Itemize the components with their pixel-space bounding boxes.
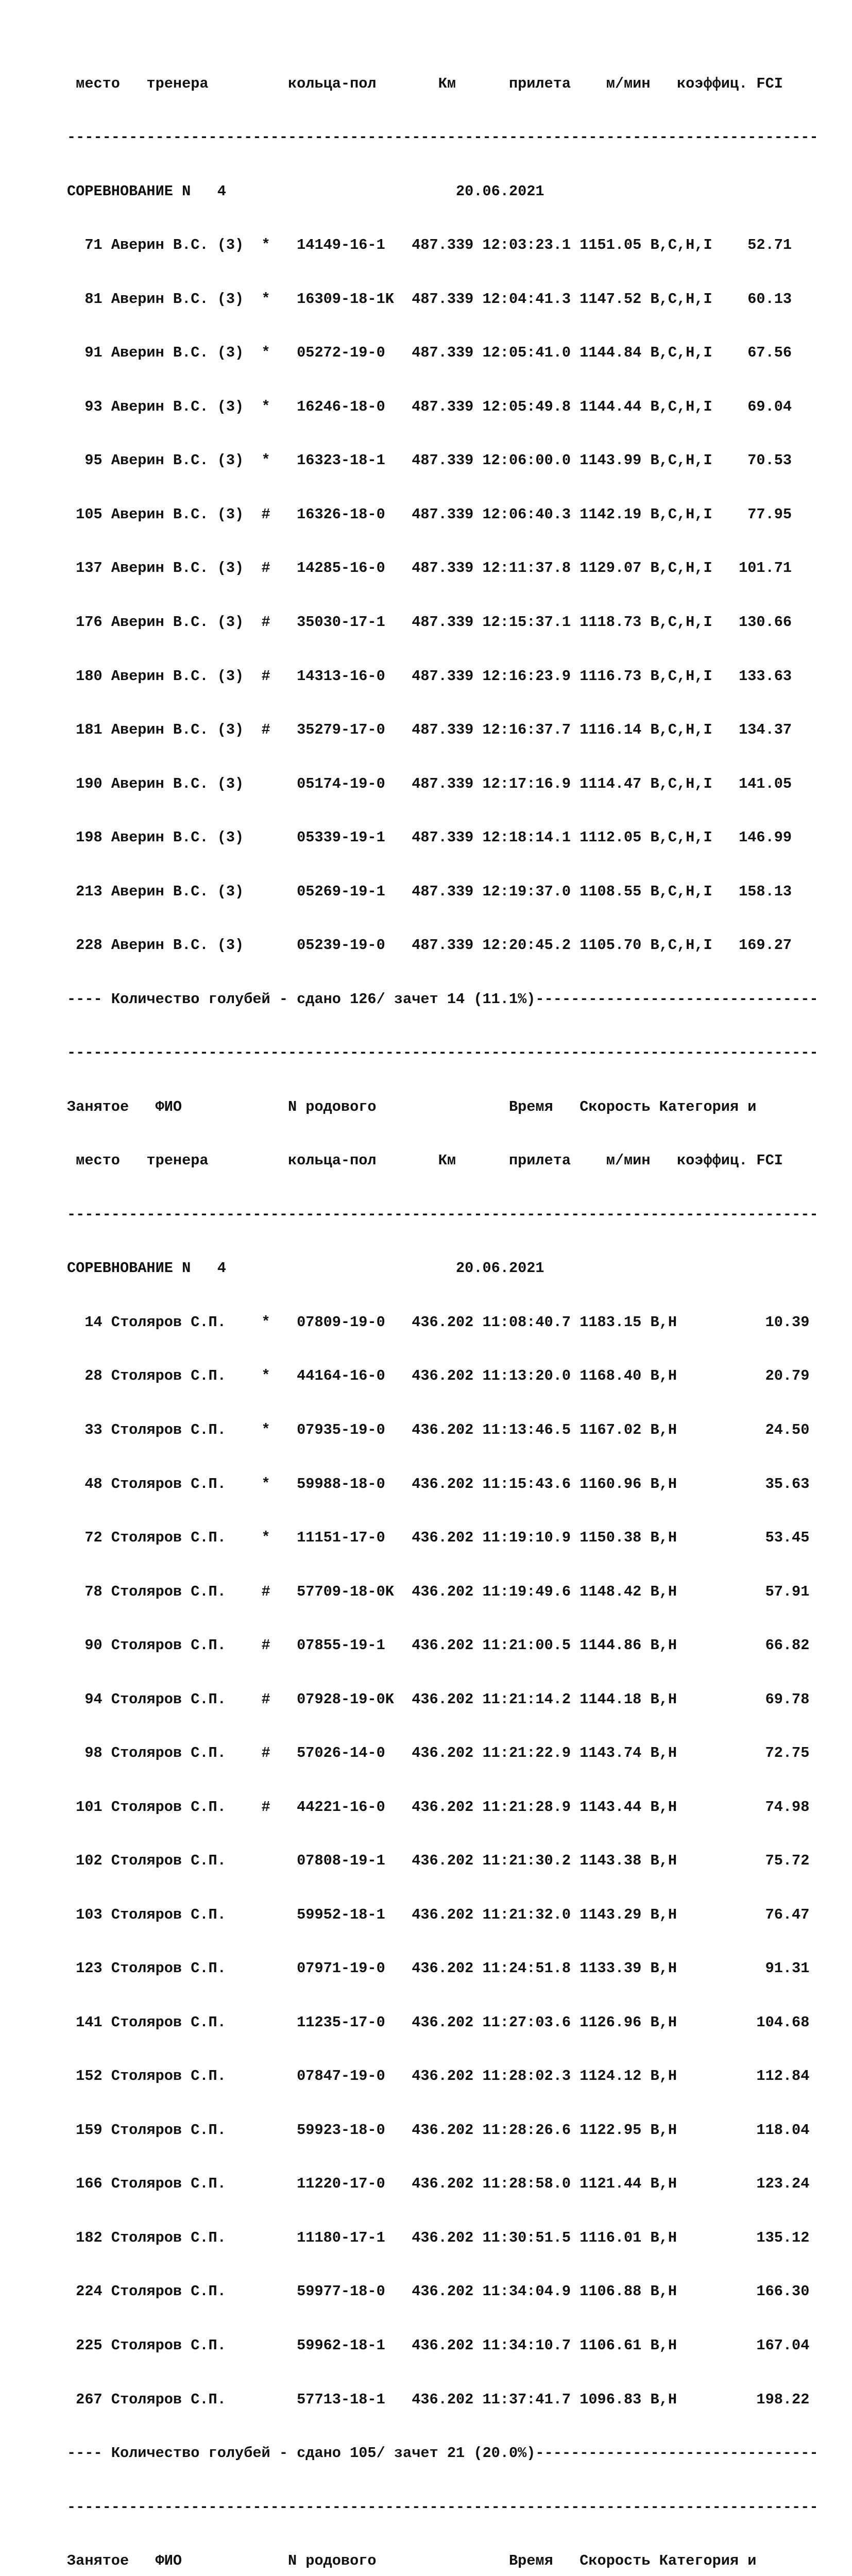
report-line: место тренера кольца-пол Км прилета м/мин коэффиц. FCI bbox=[67, 75, 783, 92]
report-line: 98 Столяров С.П. # 57026-14-0 436.202 11:21:22.9 1143.74 B,H 72.75 bbox=[67, 1744, 810, 1762]
report-line: 141 Столяров С.П. 11235-17-0 436.202 11:27:03.6 1126.96 B,H 104.68 bbox=[67, 2013, 810, 2031]
report-line: 123 Столяров С.П. 07971-19-0 436.202 11:24:51.8 1133.39 B,H 91.31 bbox=[67, 1960, 810, 1977]
report-line: 225 Столяров С.П. 59962-18-1 436.202 11:34:10.7 1106.61 B,H 167.04 bbox=[67, 2337, 810, 2354]
report-line: 267 Столяров С.П. 57713-18-1 436.202 11:37:41.7 1096.83 B,H 198.22 bbox=[67, 2391, 810, 2408]
report-line: 166 Столяров С.П. 11220-17-0 436.202 11:28:58.0 1121.44 B,H 123.24 bbox=[67, 2175, 810, 2193]
report-line: 28 Столяров С.П. * 44164-16-0 436.202 11:13:20.0 1168.40 B,H 20.79 bbox=[67, 1367, 810, 1385]
report-line: 102 Столяров С.П. 07808-19-1 436.202 11:21:30.2 1143.38 B,H 75.72 bbox=[67, 1852, 810, 1870]
report-line: СОРЕВНОВАНИЕ N 4 20.06.2021 bbox=[67, 182, 544, 200]
report-line: 103 Столяров С.П. 59952-18-1 436.202 11:21:32.0 1143.29 B,H 76.47 bbox=[67, 1906, 810, 1923]
report-line: 81 Аверин В.С. (3) * 16309-18-1K 487.339 12:04:41.3 1147.52 B,C,H,I 60.13 bbox=[67, 290, 792, 308]
report-line: 71 Аверин В.С. (3) * 14149-16-1 487.339 12:03:23.1 1151.05 B,C,H,I 52.71 bbox=[67, 236, 792, 254]
report-line: ---- Количество голубей - сдано 126/ зачет 14 (11.1%)-------------------------------- bbox=[67, 990, 819, 1008]
report-line: 182 Столяров С.П. 11180-17-1 436.202 11:30:51.5 1116.01 B,H 135.12 bbox=[67, 2229, 810, 2246]
report-line: 152 Столяров С.П. 07847-19-0 436.202 11:28:02.3 1124.12 B,H 112.84 bbox=[67, 2067, 810, 2085]
report-line: ------------------------------------------------------------------------------------- bbox=[67, 1044, 819, 1062]
report-line: 91 Аверин В.С. (3) * 05272-19-0 487.339 12:05:41.0 1144.84 B,C,H,I 67.56 bbox=[67, 344, 792, 362]
report-line: 137 Аверин В.С. (3) # 14285-16-0 487.339 12:11:37.8 1129.07 B,C,H,I 101.71 bbox=[67, 560, 792, 577]
report-line: 94 Столяров С.П. # 07928-19-0K 436.202 11:21:14.2 1144.18 B,H 69.78 bbox=[67, 1690, 810, 1708]
report-line: 78 Столяров С.П. # 57709-18-0K 436.202 11:19:49.6 1148.42 B,H 57.91 bbox=[67, 1583, 810, 1600]
report-line: 198 Аверин В.С. (3) 05339-19-1 487.339 12:18:14.1 1112.05 B,C,H,I 146.99 bbox=[67, 829, 792, 846]
report-line: 105 Аверин В.С. (3) # 16326-18-0 487.339 12:06:40.3 1142.19 B,C,H,I 77.95 bbox=[67, 505, 792, 523]
report-line: 181 Аверин В.С. (3) # 35279-17-0 487.339 12:16:37.7 1116.14 B,C,H,I 134.37 bbox=[67, 721, 792, 739]
report-line: 228 Аверин В.С. (3) 05239-19-0 487.339 12:20:45.2 1105.70 B,C,H,I 169.27 bbox=[67, 937, 792, 954]
report-line: 101 Столяров С.П. # 44221-16-0 436.202 11:21:28.9 1143.44 B,H 74.98 bbox=[67, 1798, 810, 1816]
report-line: 48 Столяров С.П. * 59988-18-0 436.202 11:15:43.6 1160.96 B,H 35.63 bbox=[67, 1475, 810, 1493]
report-line: 176 Аверин В.С. (3) # 35030-17-1 487.339 12:15:37.1 1118.73 B,C,H,I 130.66 bbox=[67, 614, 792, 631]
race-results-report bbox=[67, 39, 819, 2576]
report-line: ------------------------------------------------------------------------------------- bbox=[67, 129, 819, 146]
report-line: 190 Аверин В.С. (3) 05174-19-0 487.339 12:17:16.9 1114.47 B,C,H,I 141.05 bbox=[67, 775, 792, 792]
report-line: место тренера кольца-пол Км прилета м/мин коэффиц. FCI bbox=[67, 1152, 783, 1170]
report-line: 14 Столяров С.П. * 07809-19-0 436.202 11:08:40.7 1183.15 B,H 10.39 bbox=[67, 1313, 810, 1331]
report-line: Занятое ФИО N родового Время Скорость Категория и bbox=[67, 1098, 757, 1115]
report-line: 224 Столяров С.П. 59977-18-0 436.202 11:34:04.9 1106.88 B,H 166.30 bbox=[67, 2283, 810, 2300]
report-line: 213 Аверин В.С. (3) 05269-19-1 487.339 12:19:37.0 1108.55 B,C,H,I 158.13 bbox=[67, 883, 792, 900]
report-line: ---- Количество голубей - сдано 105/ зачет 21 (20.0%)-------------------------------- bbox=[67, 2445, 819, 2462]
report-line: 159 Столяров С.П. 59923-18-0 436.202 11:28:26.6 1122.95 B,H 118.04 bbox=[67, 2121, 810, 2139]
report-line: 93 Аверин В.С. (3) * 16246-18-0 487.339 12:05:49.8 1144.44 B,C,H,I 69.04 bbox=[67, 398, 792, 415]
report-line: СОРЕВНОВАНИЕ N 4 20.06.2021 bbox=[67, 1260, 544, 1277]
report-line: 95 Аверин В.С. (3) * 16323-18-1 487.339 12:06:00.0 1143.99 B,C,H,I 70.53 bbox=[67, 452, 792, 469]
report-line: 72 Столяров С.П. * 11151-17-0 436.202 11:19:10.9 1150.38 B,H 53.45 bbox=[67, 1529, 810, 1547]
report-line: 180 Аверин В.С. (3) # 14313-16-0 487.339 12:16:23.9 1116.73 B,C,H,I 133.63 bbox=[67, 667, 792, 685]
report-line: 90 Столяров С.П. # 07855-19-1 436.202 11:21:00.5 1144.86 B,H 66.82 bbox=[67, 1637, 810, 1654]
report-line: ------------------------------------------------------------------------------------- bbox=[67, 2498, 819, 2516]
report-line: 33 Столяров С.П. * 07935-19-0 436.202 11:13:46.5 1167.02 B,H 24.50 bbox=[67, 1421, 810, 1438]
report-line: ------------------------------------------------------------------------------------- bbox=[67, 1206, 819, 1223]
report-line: Занятое ФИО N родового Время Скорость Категория и bbox=[67, 2552, 757, 2570]
